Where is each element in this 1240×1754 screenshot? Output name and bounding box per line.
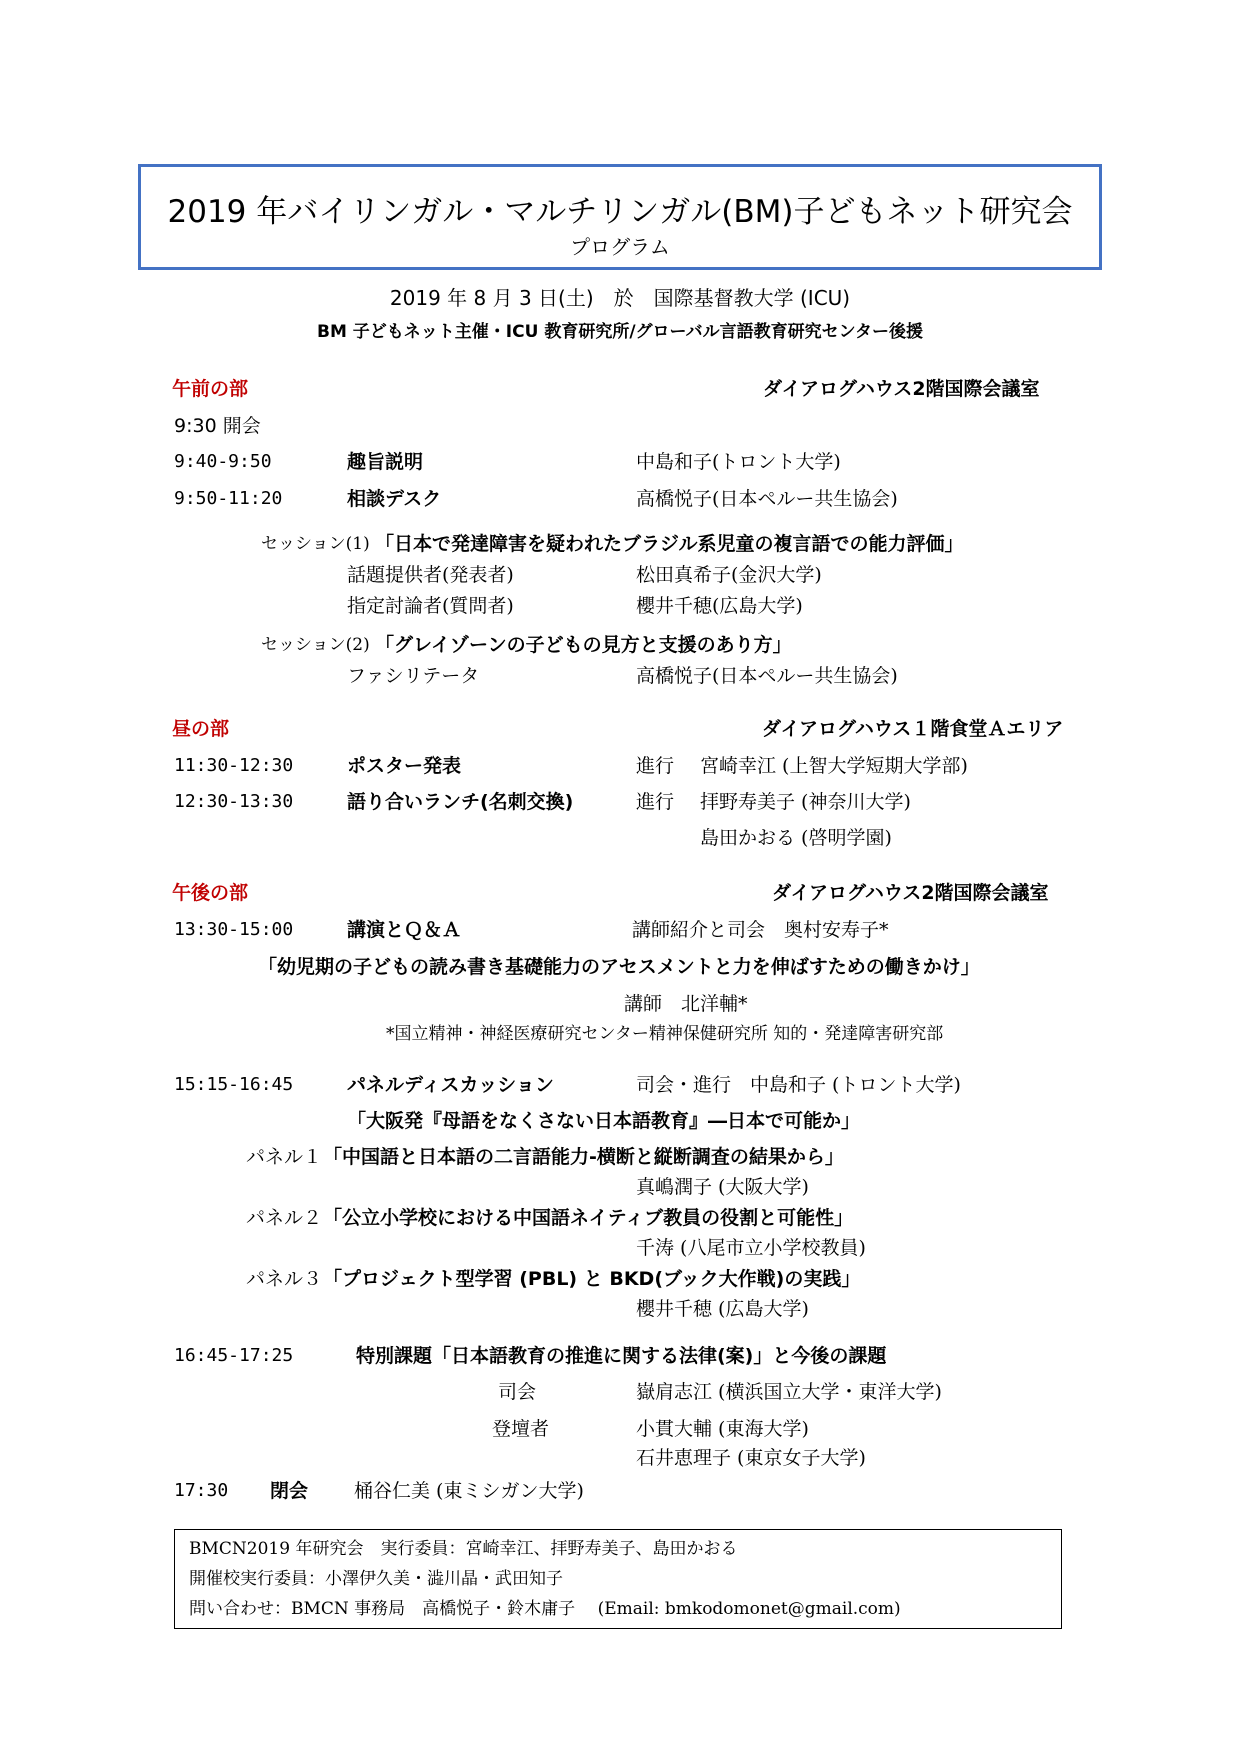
special-title: 特別課題「日本語教育の推進に関する法律(案)」と今後の課題	[356, 1345, 887, 1367]
schedule-title: ポスター発表	[347, 755, 462, 777]
footer-box	[174, 1529, 1062, 1629]
afternoon-heading: 午後の部	[172, 882, 249, 904]
schedule-time: 16:45-17:25	[174, 1345, 294, 1366]
panel-host: 司会・進行 中島和子 (トロント大学)	[636, 1074, 961, 1096]
session-role: 話題提供者(発表者)	[347, 564, 514, 586]
morning-venue: ダイアログハウス2階国際会議室	[763, 378, 1040, 400]
footer-committee: BMCN2019 年研究会 実行委員：宮崎幸江、拝野寿美子、島田かおる	[189, 1539, 738, 1559]
schedule-title: 講演とＱ＆Ａ	[347, 919, 462, 941]
page-title: 2019 年バイリンガル・マルチリンガル(BM)子どもネット研究会	[167, 194, 1073, 230]
schedule-time: 9:40-9:50	[174, 451, 272, 472]
lecture-title: 「幼児期の子どもの読み書き基礎能力のアセスメントと力を伸ばすための働きかけ」	[258, 956, 980, 978]
footer-contact: 問い合わせ：BMCN 事務局 高橋悦子・鈴木庸子 (Email: bmkodomonet@gmail.com)	[189, 1599, 901, 1619]
panel-theme: 「大阪発『母語をなくさない日本語教育』―日本で可能か」	[347, 1110, 861, 1132]
panel-title: 「公立小学校における中国語ネイティブ教員の役割と可能性」	[323, 1207, 854, 1229]
closing-person: 桶谷仁美 (東ミシガン大学)	[354, 1480, 584, 1502]
schedule-title: 趣旨説明	[347, 451, 424, 473]
schedule-person: 拝野寿美子 (神奈川大学)	[700, 791, 911, 813]
lecture-host: 講師紹介と司会 奥村安寿子*	[632, 919, 889, 941]
sponsor-line: BM 子どもネット主催・ICU 教育研究所/グローバル言語教育研究センター後援	[317, 322, 923, 342]
footer-host-committee: 開催校実行委員：小澤伊久美・澁川晶・武田知子	[189, 1569, 563, 1589]
special-person: 小貫大輔 (東海大学)	[636, 1418, 809, 1440]
closing-time: 17:30	[174, 1480, 229, 1501]
title-box	[138, 164, 1102, 270]
noon-heading: 昼の部	[172, 718, 230, 740]
schedule-time: 15:15-16:45	[174, 1074, 294, 1095]
panel-title: 「中国語と日本語の二言語能力-横断と縦断調査の結果から」	[323, 1146, 844, 1168]
schedule-person: 中島和子(トロント大学)	[636, 451, 841, 473]
schedule-person: 高橋悦子(日本ペルー共生協会)	[636, 488, 898, 510]
special-role: 登壇者	[492, 1418, 550, 1440]
schedule-title: 語り合いランチ(名刺交換)	[347, 791, 574, 813]
schedule-title: パネルディスカッション	[347, 1074, 554, 1096]
panel-person: 櫻井千穂 (広島大学)	[636, 1298, 809, 1320]
session-person: 松田真希子(金沢大学)	[636, 564, 822, 586]
panel-label: パネル２	[246, 1207, 323, 1229]
panel-label: パネル１	[246, 1146, 323, 1168]
panel-person: 真嶋潤子 (大阪大学)	[636, 1176, 809, 1198]
affiliation-note: *国立精神・神経医療研究センター精神保健研究所 知的・発達障害研究部	[386, 1024, 944, 1044]
session-person: 櫻井千穂(広島大学)	[636, 595, 803, 617]
schedule-time: 12:30-13:30	[174, 791, 294, 812]
schedule-role: 進行	[636, 755, 675, 777]
date-line: 2019 年 8 月 3 日(土) 於 国際基督教大学 (ICU)	[389, 286, 851, 310]
schedule-time: 13:30-15:00	[174, 919, 294, 940]
opening-time: 9:30 開会	[174, 415, 261, 437]
schedule-time: 11:30-12:30	[174, 755, 294, 776]
page-subtitle: プログラム	[570, 235, 670, 259]
closing-title: 閉会	[270, 1480, 309, 1502]
schedule-person: 宮崎幸江 (上智大学短期大学部)	[700, 755, 968, 777]
noon-venue: ダイアログハウス１階食堂Ａエリア	[762, 718, 1064, 740]
panel-label: パネル３	[246, 1268, 323, 1290]
lecture-speaker: 講師 北洋輔*	[624, 993, 748, 1015]
session-label: セッション(1)	[261, 534, 370, 554]
panel-person: 千涛 (八尾市立小学校教員)	[636, 1237, 866, 1259]
session-title: 「日本で発達障害を疑われたブラジル系児童の複言語での能力評価」	[375, 533, 964, 555]
session-role: 指定討論者(質問者)	[347, 595, 514, 617]
special-person: 石井恵理子 (東京女子大学)	[636, 1447, 866, 1469]
session-person: 高橋悦子(日本ペルー共生協会)	[636, 665, 898, 687]
special-role: 司会	[498, 1381, 537, 1403]
special-person: 嶽肩志江 (横浜国立大学・東洋大学)	[636, 1381, 942, 1403]
session-title: 「グレイゾーンの子どもの見方と支援のあり方」	[375, 634, 792, 656]
session-role: ファシリテータ	[347, 665, 480, 687]
session-label: セッション(2)	[261, 635, 370, 655]
schedule-person: 島田かおる (啓明学園)	[700, 827, 892, 849]
schedule-time: 9:50-11:20	[174, 488, 283, 509]
panel-title: 「プロジェクト型学習 (PBL) と BKD(ブック大作戦)の実践」	[323, 1268, 861, 1290]
afternoon-venue: ダイアログハウス2階国際会議室	[772, 882, 1049, 904]
schedule-role: 進行	[636, 791, 675, 813]
morning-heading: 午前の部	[172, 378, 249, 400]
schedule-title: 相談デスク	[347, 488, 442, 510]
